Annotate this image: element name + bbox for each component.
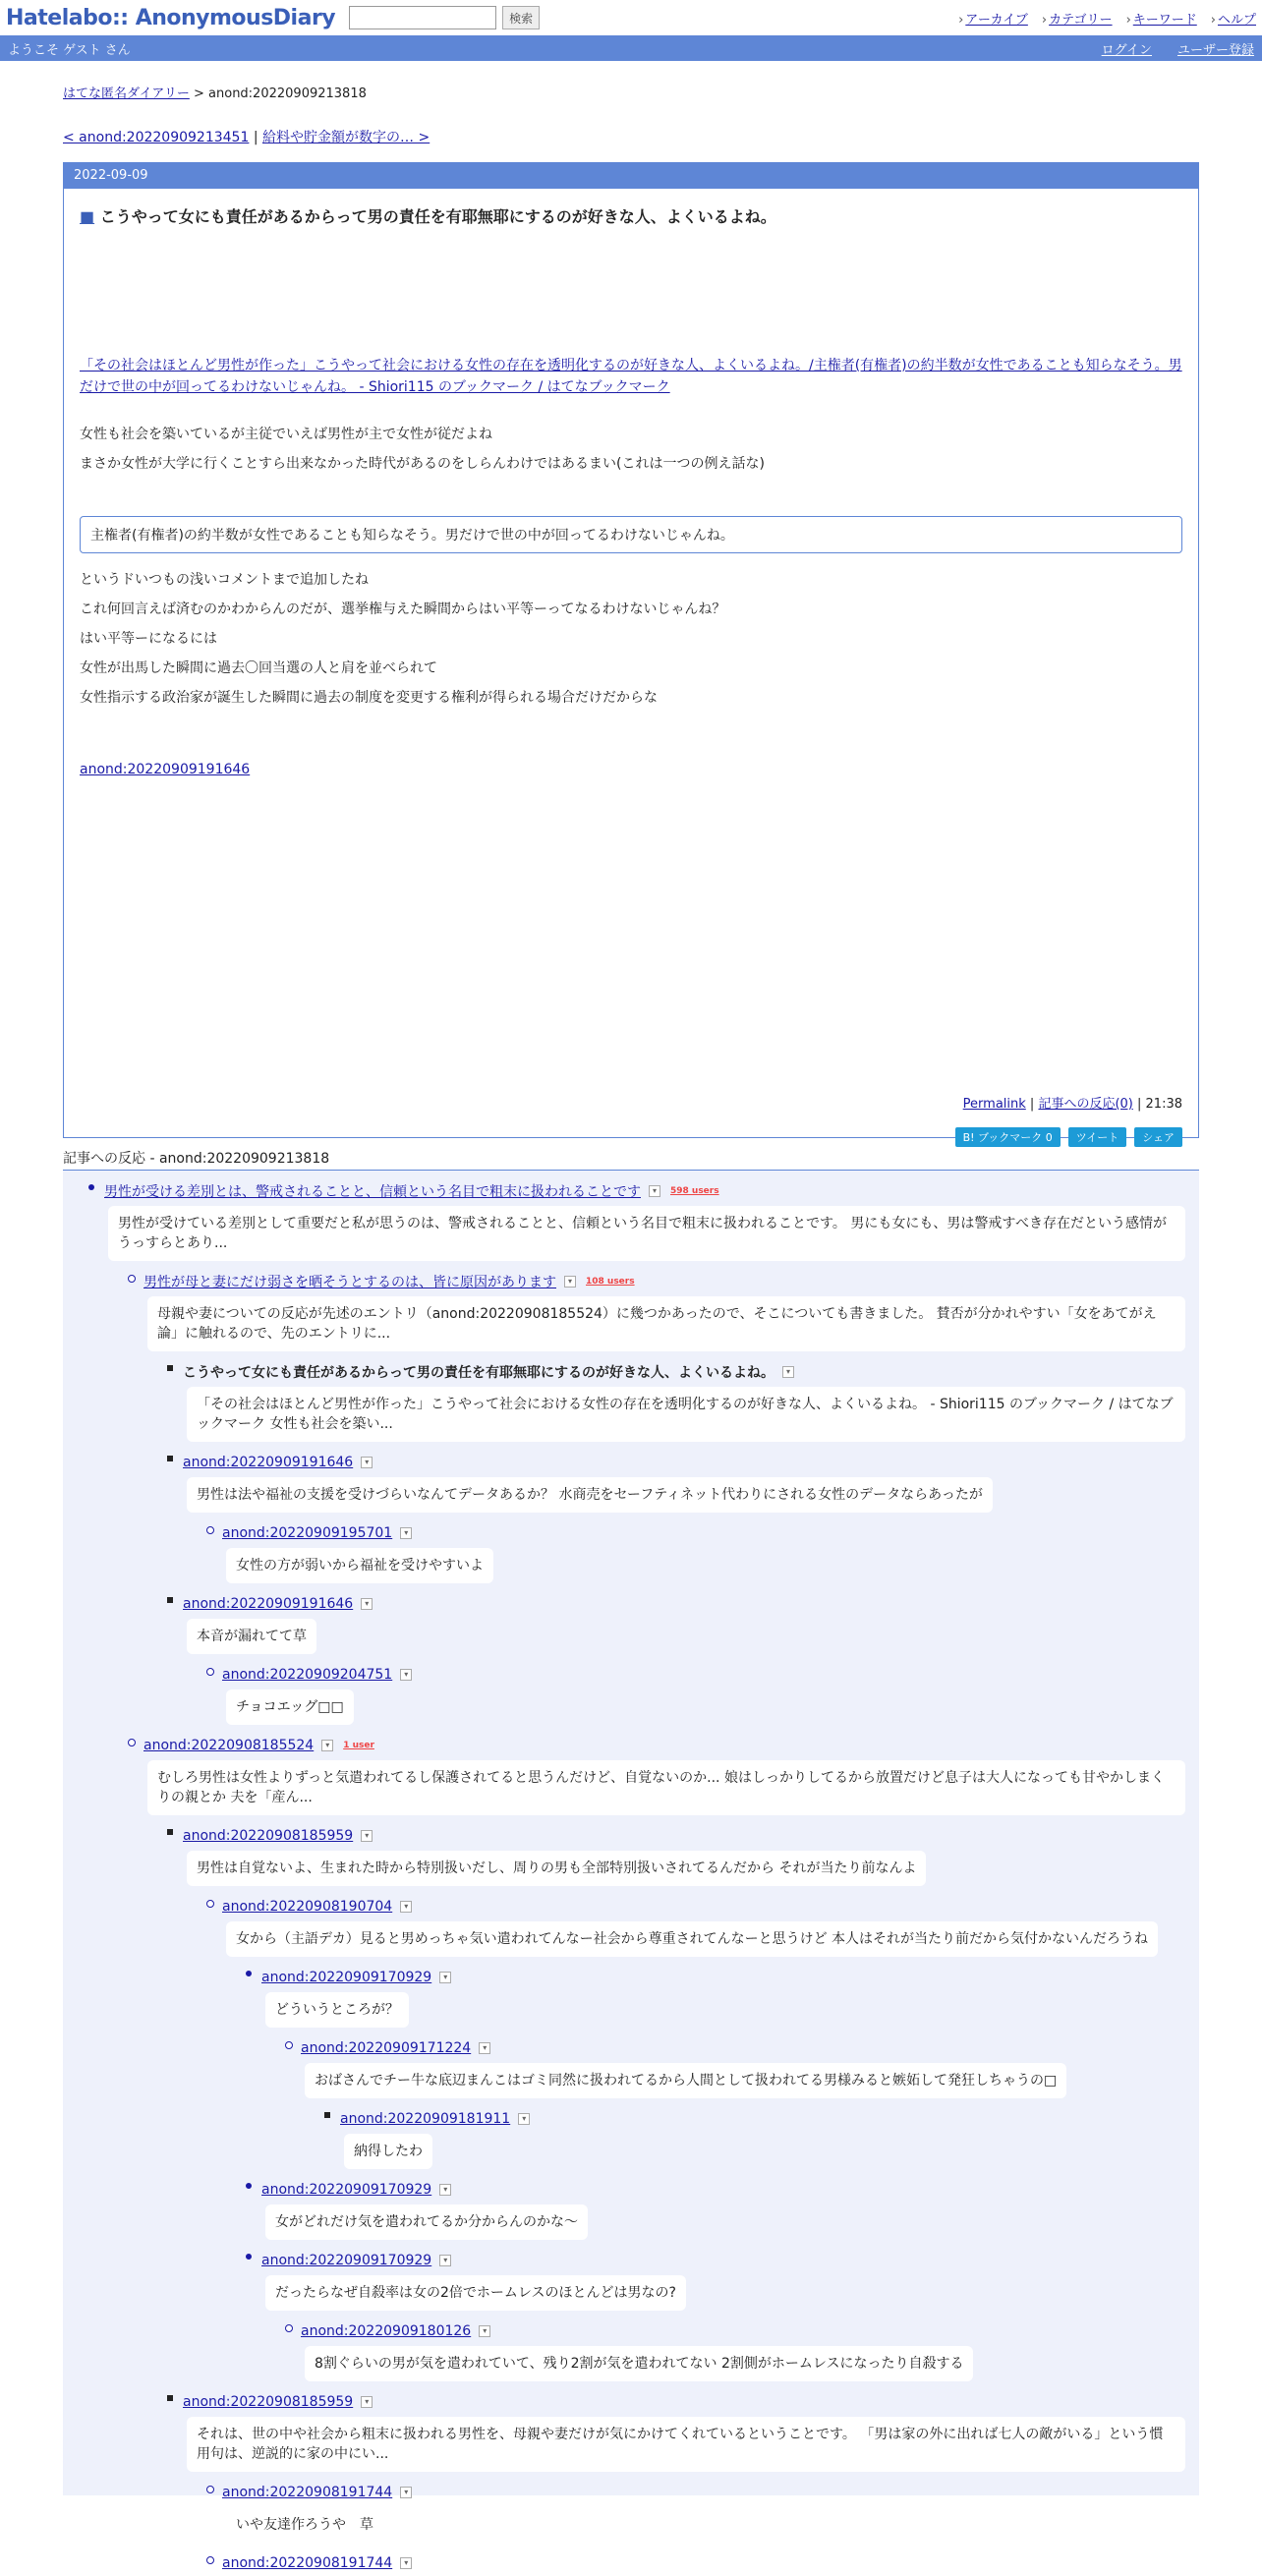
reaction-excerpt: いや友達作ろうや 草	[226, 2507, 383, 2543]
list-bullet-icon	[167, 1597, 173, 1603]
chevron-down-icon[interactable]: ▾	[518, 2113, 530, 2125]
reaction-current-title: こうやって女にも責任があるからって男の責任を有耶無耶にするのが好きな人、よくいるよね。	[183, 1365, 774, 1381]
reaction-link[interactable]: anond:20220909204751	[222, 1667, 393, 1683]
reaction-excerpt: 本音が漏れてて草	[187, 1619, 316, 1654]
entry-paragraph: というドいつもの浅いコメントまで追加したね	[80, 572, 369, 588]
site-logo[interactable]: Hatelabo:: AnonymousDiary	[6, 5, 336, 30]
main-content	[63, 83, 1199, 2571]
search-input[interactable]	[349, 6, 496, 29]
day-date: 2022-09-09	[64, 163, 1198, 189]
chevron-down-icon[interactable]: ▾	[321, 1740, 333, 1751]
chevron-down-icon[interactable]: ▾	[361, 2396, 373, 2408]
reaction-item	[143, 1269, 1185, 1359]
reaction-link[interactable]: anond:20220908191744	[222, 2555, 393, 2571]
reaction-excerpt: むしろ男性は女性よりずっと気遣われてるし保護されてると思うんだけど、自覚ないのか... 娘はしっかりしてるから放置だけど息子は大人になっても甘やかしまくりの親とか 夫を「産ん...	[147, 1760, 1185, 1815]
list-bullet-icon	[167, 1829, 173, 1835]
reaction-item	[222, 1894, 1185, 1965]
list-bullet-icon	[246, 1971, 252, 1976]
bookmark-users-badge[interactable]: 598 users	[670, 1186, 719, 1196]
reaction-item	[183, 1450, 1185, 1520]
welcome-text: ようこそ ゲスト さん	[8, 42, 131, 58]
day-section	[63, 162, 1199, 1144]
reaction-item	[183, 1359, 1185, 1450]
entry-paragraph: まさか女性が大学に行くことすら出来なかった時代があるのをしらんわけではあるまい(これは一つの例え話な)	[80, 456, 765, 472]
chevron-down-icon[interactable]: ▾	[439, 2184, 451, 2196]
reaction-link[interactable]: 男性が受ける差別とは、警戒されることと、信頼という名目で粗末に扱われることです	[104, 1184, 641, 1200]
reaction-excerpt: それは、世の中や社会から粗末に扱われる男性を、母親や妻だけが気にかけてくれているということです。 「男は家の外に出れば七人の敵がいる」という慣用句は、逆説的に家の中にい...	[187, 2417, 1185, 2472]
chevron-down-icon[interactable]: ▾	[479, 2325, 490, 2337]
reaction-excerpt: 男性は法や福祉の支援を受けづらいなんてデータあるか？ 水商売をセーフティネット代わりにされる女性のデータならあったが	[187, 1477, 993, 1513]
list-bullet-icon	[206, 2556, 214, 2564]
breadcrumb	[63, 83, 1199, 101]
reaction-item	[222, 2480, 1185, 2550]
list-bullet-icon	[206, 2486, 214, 2493]
tweet-button[interactable]: ツイート	[1068, 1127, 1126, 1147]
breadcrumb-separator: >	[193, 86, 204, 101]
reaction-item	[301, 2318, 1185, 2389]
reaction-excerpt: 男性は自覚ないよ、生まれた時から特別扱いだし、周りの男も全部特別扱いされてるんだから それが当たり前なんよ	[187, 1851, 926, 1886]
reaction-item	[183, 1591, 1185, 1662]
facebook-share-button[interactable]: シェア	[1134, 1127, 1182, 1147]
chevron-down-icon[interactable]: ▾	[400, 1527, 412, 1539]
top-bar	[0, 0, 1262, 35]
reaction-excerpt: 納得したわ	[344, 2134, 432, 2169]
chevron-down-icon[interactable]: ▾	[782, 1366, 794, 1378]
chevron-down-icon[interactable]: ▾	[479, 2042, 490, 2054]
list-bullet-icon	[246, 2254, 252, 2260]
entry-footer: Permalink | 記事への反応(0) | 21:38	[962, 1097, 1182, 1112]
quoted-bookmark	[80, 355, 1182, 398]
help-link[interactable]: › ヘルプ	[1211, 9, 1256, 28]
prev-next-separator: |	[253, 130, 258, 145]
chevron-down-icon[interactable]: ▾	[400, 1669, 412, 1681]
entry-paragraph: 女性指示する政治家が誕生した瞬間に過去の制度を変更する権利が得られる場合だけだからな	[80, 690, 658, 706]
entry-title-text: こうやって女にも責任があるからって男の責任を有耶無耶にするのが好きな人、よくいるよね。	[99, 207, 776, 226]
reaction-item	[222, 1520, 1185, 1591]
category-link[interactable]: › カテゴリー	[1042, 9, 1113, 28]
paragraph-group-2	[80, 565, 1182, 713]
paragraph-group-1	[80, 420, 1182, 479]
archive-link[interactable]: › アーカイブ	[958, 9, 1028, 28]
share-buttons	[955, 1127, 1182, 1147]
breadcrumb-root[interactable]: はてな匿名ダイアリー	[63, 86, 190, 101]
list-bullet-icon	[167, 1365, 173, 1371]
reaction-link[interactable]: anond:20220909191646	[183, 1596, 354, 1612]
list-bullet-icon	[206, 1668, 214, 1676]
list-bullet-icon	[206, 1900, 214, 1908]
reaction-link[interactable]: anond:20220908185959	[183, 2394, 354, 2410]
reaction-link[interactable]: anond:20220909170929	[261, 1970, 432, 1985]
top-links	[958, 9, 1256, 28]
login-link[interactable]: ログイン	[1101, 42, 1152, 58]
chevron-down-icon[interactable]: ▾	[361, 1830, 373, 1842]
reply-target-link[interactable]: anond:20220909191646	[80, 762, 251, 777]
list-bullet-icon	[285, 2041, 293, 2049]
reaction-item	[104, 1178, 1185, 1269]
reaction-excerpt: 女性の方が弱いから福祉を受けやすいよ	[226, 1548, 493, 1583]
list-bullet-icon	[206, 1526, 214, 1534]
prev-entry-link[interactable]: < anond:20220909213451	[63, 130, 250, 145]
reaction-excerpt: おばさんでチー牛な底辺まんこはゴミ同然に扱われてるから人間として扱われてる男様みると嫉妬して発狂しちゃうの□	[305, 2063, 1066, 2098]
next-entry-link[interactable]: 給料や貯金額が数字の… >	[262, 130, 430, 145]
reaction-link[interactable]: anond:20220909171224	[301, 2040, 472, 2056]
reaction-item	[301, 2035, 1185, 2106]
list-bullet-icon	[88, 1184, 94, 1190]
reaction-link[interactable]: anond:20220909170929	[261, 2182, 432, 2198]
entry-paragraph: 女性も社会を築いているが主従でいえば男性が主で女性が従だよね	[80, 427, 492, 442]
keyword-link[interactable]: › キーワード	[1126, 9, 1197, 28]
reaction-item	[222, 2550, 1185, 2576]
entry-title	[80, 204, 1182, 227]
reaction-item	[222, 1662, 1185, 1733]
list-bullet-icon	[324, 2112, 330, 2118]
chevron-down-icon[interactable]: ▾	[361, 1457, 373, 1468]
reaction-excerpt: だったらなぜ自殺率は女の2倍でホームレスのほとんどは男なの?	[265, 2275, 686, 2311]
reactions-heading: 記事への反応 - anond:20220909213818	[63, 1148, 1199, 1171]
chevron-down-icon[interactable]: ▾	[649, 1185, 660, 1197]
chevron-down-icon[interactable]: ▾	[400, 2487, 412, 2498]
chevron-down-icon[interactable]: ▾	[564, 1276, 576, 1288]
reactions-link[interactable]: 記事への反応(0)	[1038, 1097, 1133, 1112]
entry-body	[64, 189, 1198, 1144]
reaction-item	[340, 2106, 1185, 2177]
reaction-item	[261, 2177, 1185, 2248]
list-bullet-icon	[167, 2395, 173, 2401]
entry-paragraph: はい平等ーになるには	[80, 631, 217, 647]
register-link[interactable]: ユーザー登録	[1176, 42, 1254, 58]
reaction-excerpt: 女から（主語デカ）見ると男めっちゃ気い遣われてんなー社会から尊重されてんなーと思うけど 本人はそれが当たり前だから気付かないんだろうね	[226, 1921, 1158, 1957]
chevron-down-icon[interactable]: ▾	[400, 2557, 412, 2569]
reaction-excerpt: 「その社会はほとんど男性が作った」こうやって社会における女性の存在を透明化するのが好きな人、よくいるよね。 - Shiori115 のブックマーク / はてなブックマーク 女性も社会を築い...	[187, 1387, 1185, 1442]
bookmark-users-badge[interactable]: 1 user	[343, 1741, 374, 1750]
entry-paragraph: これ何回言えば済むのかわからんのだが、選挙権与えた瞬間からはい平等ーってなるわけないじゃんね？	[80, 601, 726, 617]
reaction-link[interactable]: anond:20220909191646	[183, 1455, 354, 1470]
chevron-down-icon[interactable]: ▾	[400, 1901, 412, 1913]
reaction-excerpt: 男性が受けている差別として重要だと私が思うのは、警戒されることと、信頼という名目で粗末に扱われることです。 男にも女にも、男は警戒すべき存在だという感情がうっすらとあり...	[108, 1206, 1185, 1261]
entry-time: 21:38	[1145, 1097, 1182, 1112]
reaction-link[interactable]: anond:20220909170929	[261, 2253, 432, 2268]
list-bullet-icon	[246, 2183, 252, 2189]
blockquote: 主権者(有権者)の約半数が女性であることも知らなそう。男だけで世の中が回ってるわけないじゃんね。	[80, 516, 1182, 553]
reaction-link[interactable]: 男性が母と妻にだけ弱さを晒そうとするのは、皆に原因があります	[143, 1275, 556, 1290]
reaction-excerpt: 女がどれだけ気を遣われてるか分からんのかな～	[265, 2204, 588, 2240]
list-bullet-icon	[285, 2324, 293, 2332]
bookmark-users-badge[interactable]: 108 users	[586, 1277, 635, 1287]
search-button[interactable]: 検索	[502, 6, 540, 29]
reaction-excerpt: 母親や妻についての反応が先述のエントリ（anond:20220908185524）に幾つかあったので、そこについても書きました。 賛否が分かれやすい「女をあてがえ論」に触れるので、先のエントリに...	[147, 1296, 1185, 1351]
reaction-item	[143, 1733, 1185, 1823]
entry-paragraph: 女性が出馬した瞬間に過去〇回当選の人と肩を並べられて	[80, 660, 437, 676]
chevron-down-icon[interactable]: ▾	[439, 2255, 451, 2266]
reaction-link[interactable]: anond:20220908191744	[222, 2485, 393, 2500]
reaction-item	[183, 1823, 1185, 1894]
chevron-down-icon[interactable]: ▾	[439, 1972, 451, 1983]
reaction-link[interactable]: anond:20220908190704	[222, 1899, 393, 1915]
reaction-excerpt: 8割ぐらいの男が気を遣われていて、残り2割が気を遣われてない 2割側がホームレスになったり自殺する	[305, 2346, 973, 2381]
list-bullet-icon	[167, 1456, 173, 1461]
reaction-link[interactable]: anond:20220909195701	[222, 1525, 393, 1541]
reaction-item	[261, 1965, 1185, 2035]
reaction-item	[183, 2389, 1185, 2480]
prev-next-nav	[63, 127, 1199, 146]
reaction-item	[261, 2248, 1185, 2318]
reaction-excerpt: どういうところが？	[265, 1992, 409, 2028]
reaction-excerpt: チョコエッグ□□	[226, 1689, 354, 1725]
user-bar	[0, 35, 1262, 61]
permalink[interactable]: Permalink	[962, 1097, 1026, 1112]
reaction-link[interactable]: anond:20220909180126	[301, 2323, 472, 2339]
reaction-link[interactable]: anond:20220909181911	[340, 2111, 511, 2127]
reaction-link[interactable]: anond:20220908185524	[143, 1738, 315, 1753]
list-bullet-icon	[128, 1275, 136, 1283]
quoted-bookmark-link[interactable]: 「その社会はほとんど男性が作った」こうやって社会における女性の存在を透明化するのが好きな人、よくいるよね。/主権者(有権者)の約半数が女性であることも知らなそう。男だけで世の中が回ってるわけないじゃんね。 - Shiori115 のブックマーク / はてなブックマーク	[80, 358, 1182, 395]
breadcrumb-current: anond:20220909213818	[208, 86, 367, 101]
hatena-bookmark-button[interactable]: B! ブックマーク 0	[955, 1127, 1061, 1147]
entry-anchor-icon[interactable]: ■	[80, 207, 95, 226]
reaction-link[interactable]: anond:20220908185959	[183, 1828, 354, 1844]
list-bullet-icon	[128, 1739, 136, 1746]
reactions-tree	[63, 1171, 1199, 2571]
reply-link-wrap	[80, 762, 1182, 777]
chevron-down-icon[interactable]: ▾	[361, 1598, 373, 1610]
